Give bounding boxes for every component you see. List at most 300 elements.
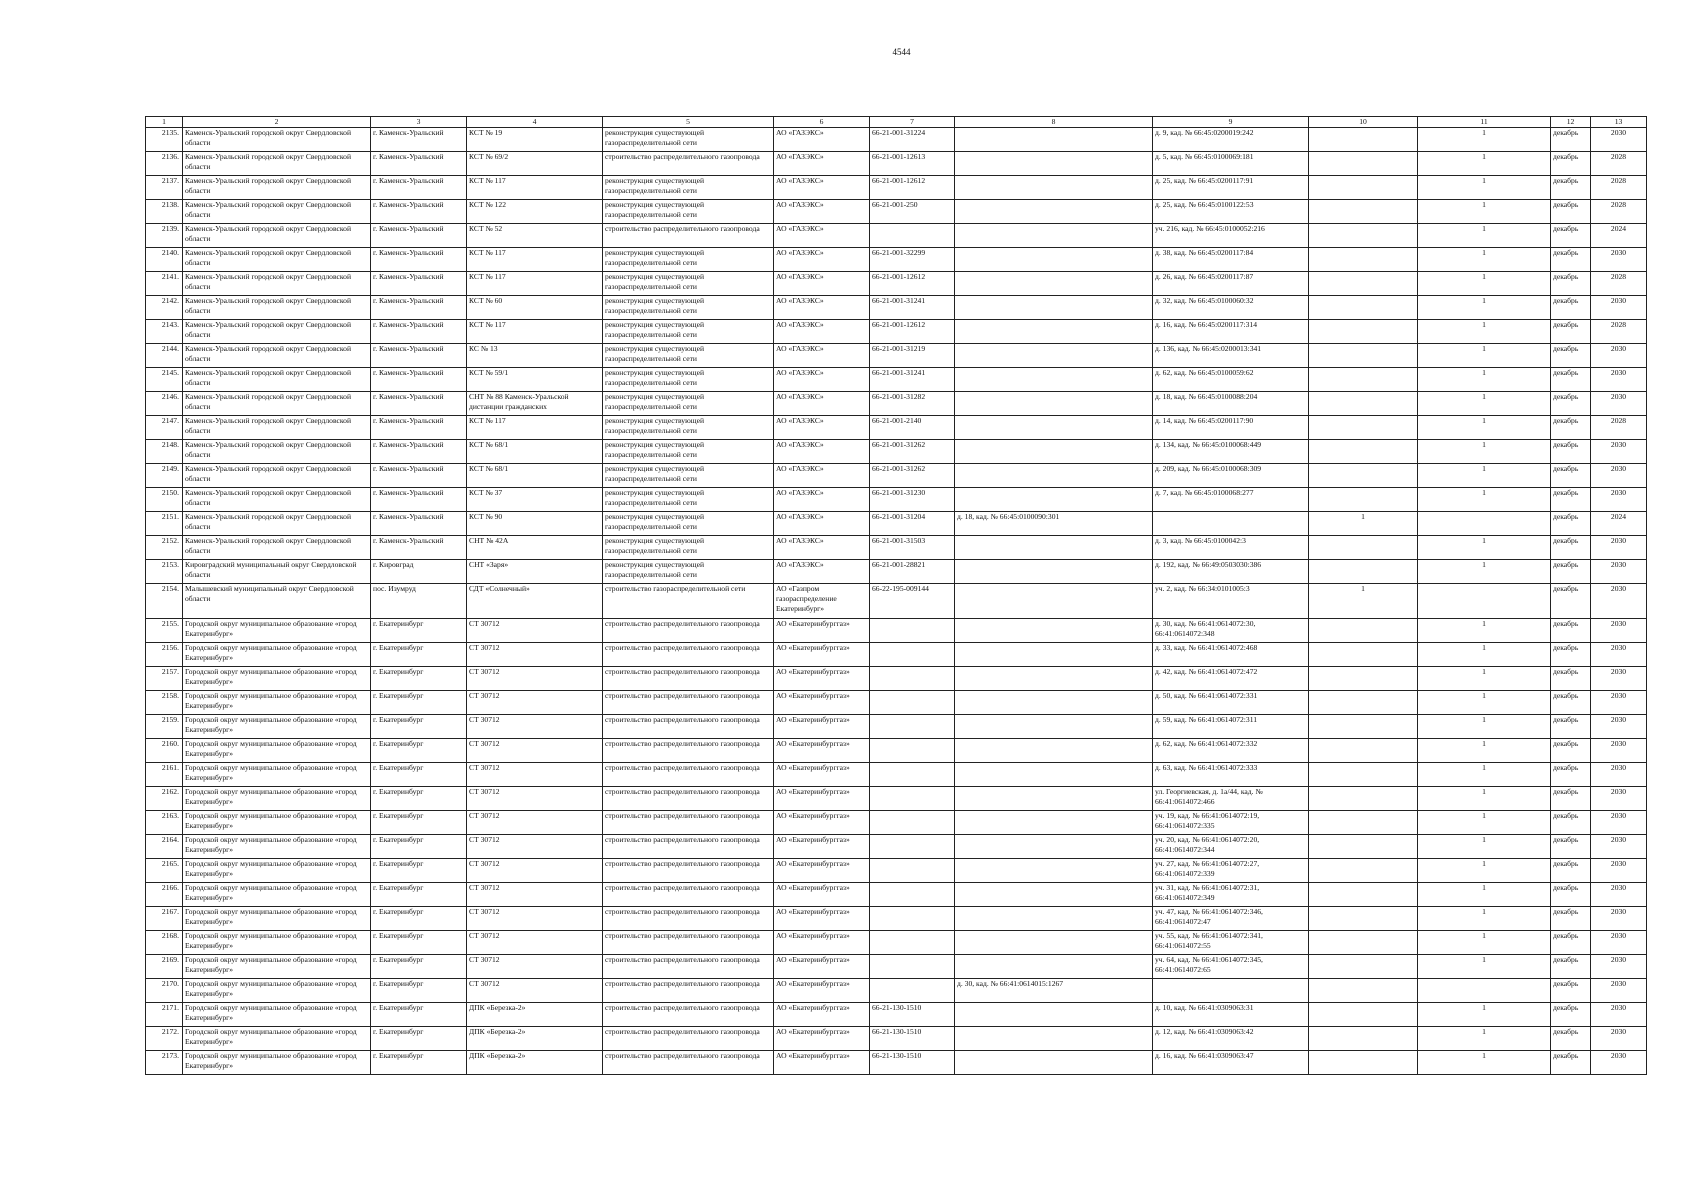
table-cell-col-5: строительство распределительного газопровода: [603, 1051, 774, 1075]
table-row: [146, 488, 1647, 512]
table-cell-col-6: АО «ГАЗЭКС»: [774, 176, 870, 200]
table-cell-col-7: 66-21-001-31262: [870, 440, 955, 464]
table-cell-col-13: 2030: [1591, 1027, 1647, 1051]
table-cell-col-8: [955, 368, 1153, 392]
table-cell-col-1: 2153.: [146, 560, 183, 584]
table-cell-col-2: Городской округ муниципальное образование «город Екатеринбург»: [183, 739, 371, 763]
table-cell-col-10: [1309, 536, 1418, 560]
table-cell-col-12: декабрь: [1551, 200, 1591, 224]
table-row: [146, 512, 1647, 536]
table-cell-col-3: пос. Изумруд: [371, 584, 467, 619]
table-cell-col-3: г. Каменск-Уральский: [371, 464, 467, 488]
table-cell-col-8: [955, 643, 1153, 667]
table-cell-col-8: [955, 296, 1153, 320]
table-cell-col-8: [955, 859, 1153, 883]
table-cell-col-1: 2166.: [146, 883, 183, 907]
table-cell-col-8: [955, 883, 1153, 907]
table-cell-col-9: д. 16, кад. № 66:45:0200117:314: [1153, 320, 1309, 344]
table-cell-col-1: 2136.: [146, 152, 183, 176]
table-cell-col-10: [1309, 440, 1418, 464]
column-header-13: 13: [1591, 117, 1647, 128]
table-cell-col-7: [870, 931, 955, 955]
table-cell-col-12: декабрь: [1551, 931, 1591, 955]
table-cell-col-9: д. 38, кад. № 66:45:0200117:84: [1153, 248, 1309, 272]
table-row: [146, 128, 1647, 152]
table-cell-col-4: СТ 30712: [467, 691, 603, 715]
table-cell-col-1: 2165.: [146, 859, 183, 883]
table-cell-col-8: [955, 128, 1153, 152]
table-cell-col-5: реконструкция существующей газораспределительной сети: [603, 248, 774, 272]
table-cell-col-4: СТ 30712: [467, 787, 603, 811]
table-cell-col-2: Каменск-Уральский городской округ Свердловской области: [183, 392, 371, 416]
table-cell-col-7: 66-21-001-31241: [870, 368, 955, 392]
table-cell-col-6: АО «ГАЗЭКС»: [774, 440, 870, 464]
table-cell-col-6: АО «Екатеринбурггаз»: [774, 979, 870, 1003]
table-cell-col-9: д. 192, кад. № 66:49:0503030:386: [1153, 560, 1309, 584]
table-cell-col-10: [1309, 392, 1418, 416]
table-cell-col-6: АО «ГАЗЭКС»: [774, 512, 870, 536]
table-cell-col-1: 2173.: [146, 1051, 183, 1075]
table-cell-col-9: уч. 19, кад. № 66:41:0614072:19, 66:41:0614072:335: [1153, 811, 1309, 835]
table-cell-col-3: г. Каменск-Уральский: [371, 536, 467, 560]
table-cell-col-9: уч. 216, кад. № 66:45:0100052:216: [1153, 224, 1309, 248]
table-cell-col-8: [955, 584, 1153, 619]
column-header-5: 5: [603, 117, 774, 128]
table-cell-col-11: 1: [1418, 272, 1551, 296]
table-cell-col-11: 1: [1418, 907, 1551, 931]
table-cell-col-6: АО «Екатеринбурггаз»: [774, 811, 870, 835]
table-cell-col-12: декабрь: [1551, 811, 1591, 835]
table-cell-col-11: [1418, 512, 1551, 536]
table-cell-col-1: 2151.: [146, 512, 183, 536]
table-cell-col-3: г. Екатеринбург: [371, 1051, 467, 1075]
table-cell-col-9: д. 10, кад. № 66:41:0309063:31: [1153, 1003, 1309, 1027]
table-cell-col-6: АО «Екатеринбурггаз»: [774, 859, 870, 883]
table-cell-col-2: Городской округ муниципальное образование «город Екатеринбург»: [183, 931, 371, 955]
table-row: [146, 763, 1647, 787]
table-cell-col-5: реконструкция существующей газораспределительной сети: [603, 128, 774, 152]
table-cell-col-8: [955, 464, 1153, 488]
table-cell-col-2: Каменск-Уральский городской округ Свердловской области: [183, 344, 371, 368]
table-cell-col-12: декабрь: [1551, 667, 1591, 691]
table-cell-col-10: [1309, 128, 1418, 152]
table-cell-col-6: АО «Екатеринбурггаз»: [774, 1051, 870, 1075]
table-cell-col-5: реконструкция существующей газораспределительной сети: [603, 200, 774, 224]
table-cell-col-8: [955, 1027, 1153, 1051]
table-cell-col-2: Каменск-Уральский городской округ Свердловской области: [183, 488, 371, 512]
column-header-9: 9: [1153, 117, 1309, 128]
table-cell-col-3: г. Каменск-Уральский: [371, 296, 467, 320]
table-cell-col-12: декабрь: [1551, 224, 1591, 248]
table-row: [146, 320, 1647, 344]
table-row: [146, 859, 1647, 883]
table-cell-col-9: уч. 2, кад. № 66:34:0101005:3: [1153, 584, 1309, 619]
table-cell-col-6: АО «Екатеринбурггаз»: [774, 643, 870, 667]
table-cell-col-6: АО «Екатеринбурггаз»: [774, 1003, 870, 1027]
table-cell-col-6: АО «Екатеринбурггаз»: [774, 835, 870, 859]
table-cell-col-3: г. Каменск-Уральский: [371, 512, 467, 536]
table-cell-col-7: 66-21-001-31282: [870, 392, 955, 416]
table-cell-col-10: [1309, 416, 1418, 440]
table-cell-col-11: 1: [1418, 416, 1551, 440]
table-cell-col-1: 2140.: [146, 248, 183, 272]
table-cell-col-8: [955, 1003, 1153, 1027]
table-cell-col-5: строительство распределительного газопровода: [603, 787, 774, 811]
table-cell-col-12: декабрь: [1551, 1003, 1591, 1027]
table-cell-col-8: [955, 739, 1153, 763]
table-cell-col-3: г. Екатеринбург: [371, 643, 467, 667]
table-cell-col-2: Городской округ муниципальное образование «город Екатеринбург»: [183, 667, 371, 691]
table-cell-col-1: 2161.: [146, 763, 183, 787]
table-cell-col-13: 2030: [1591, 368, 1647, 392]
table-cell-col-10: 1: [1309, 512, 1418, 536]
table-cell-col-3: г. Екатеринбург: [371, 955, 467, 979]
column-header-11: 11: [1418, 117, 1551, 128]
table-cell-col-10: [1309, 464, 1418, 488]
table-cell-col-5: реконструкция существующей газораспределительной сети: [603, 560, 774, 584]
table-row: [146, 536, 1647, 560]
table-cell-col-11: 1: [1418, 739, 1551, 763]
table-cell-col-4: СТ 30712: [467, 811, 603, 835]
table-cell-col-7: [870, 907, 955, 931]
table-cell-col-7: 66-21-001-32299: [870, 248, 955, 272]
table-cell-col-11: 1: [1418, 715, 1551, 739]
table-cell-col-3: г. Каменск-Уральский: [371, 440, 467, 464]
table-cell-col-10: [1309, 883, 1418, 907]
page-number: 4544: [892, 47, 911, 57]
table-cell-col-9: д. 5, кад. № 66:45:0100069:181: [1153, 152, 1309, 176]
table-cell-col-12: декабрь: [1551, 979, 1591, 1003]
table-cell-col-6: АО «ГАЗЭКС»: [774, 536, 870, 560]
table-cell-col-2: Городской округ муниципальное образование «город Екатеринбург»: [183, 859, 371, 883]
table-cell-col-9: д. 12, кад. № 66:41:0309063:42: [1153, 1027, 1309, 1051]
table-cell-col-3: г. Каменск-Уральский: [371, 152, 467, 176]
table-cell-col-11: 1: [1418, 392, 1551, 416]
table-cell-col-5: строительство распределительного газопровода: [603, 667, 774, 691]
table-row: [146, 296, 1647, 320]
table-cell-col-6: АО «Екатеринбурггаз»: [774, 715, 870, 739]
table-cell-col-1: 2156.: [146, 643, 183, 667]
table-cell-col-7: 66-21-001-31503: [870, 536, 955, 560]
table-cell-col-2: Городской округ муниципальное образование «город Екатеринбург»: [183, 1027, 371, 1051]
table-cell-col-4: ДПК «Березка-2»: [467, 1051, 603, 1075]
table-row: [146, 176, 1647, 200]
table-cell-col-13: 2030: [1591, 811, 1647, 835]
table-cell-col-9: д. 209, кад. № 66:45:0100068:309: [1153, 464, 1309, 488]
table-cell-col-4: КСТ № 122: [467, 200, 603, 224]
table-cell-col-11: 1: [1418, 152, 1551, 176]
table-cell-col-8: [955, 667, 1153, 691]
table-cell-col-2: Городской округ муниципальное образование «город Екатеринбург»: [183, 1051, 371, 1075]
table-cell-col-4: СТ 30712: [467, 643, 603, 667]
table-cell-col-6: АО «Екатеринбурггаз»: [774, 763, 870, 787]
table-cell-col-2: Каменск-Уральский городской округ Свердловской области: [183, 440, 371, 464]
table-cell-col-3: г. Екатеринбург: [371, 883, 467, 907]
table-cell-col-4: СДТ «Солнечный»: [467, 584, 603, 619]
table-cell-col-6: АО «Екатеринбурггаз»: [774, 907, 870, 931]
table-row: [146, 739, 1647, 763]
table-cell-col-12: декабрь: [1551, 691, 1591, 715]
table-cell-col-3: г. Кировград: [371, 560, 467, 584]
table-cell-col-8: [955, 392, 1153, 416]
table-cell-col-10: [1309, 667, 1418, 691]
table-row: [146, 392, 1647, 416]
table-cell-col-5: строительство распределительного газопровода: [603, 907, 774, 931]
table-cell-col-8: [955, 931, 1153, 955]
table-cell-col-1: 2171.: [146, 1003, 183, 1027]
table-cell-col-11: 1: [1418, 536, 1551, 560]
table-cell-col-6: АО «Газпром газораспределение Екатеринбург»: [774, 584, 870, 619]
table-row: [146, 979, 1647, 1003]
table-cell-col-7: 66-21-001-31241: [870, 296, 955, 320]
table-cell-col-12: декабрь: [1551, 643, 1591, 667]
table-cell-col-1: 2164.: [146, 835, 183, 859]
table-cell-col-13: 2030: [1591, 907, 1647, 931]
table-cell-col-2: Кировградский муниципальный округ Свердловской области: [183, 560, 371, 584]
table-cell-col-7: [870, 979, 955, 1003]
table-cell-col-2: Каменск-Уральский городской округ Свердловской области: [183, 200, 371, 224]
table-cell-col-9: д. 62, кад. № 66:41:0614072:332: [1153, 739, 1309, 763]
table-cell-col-3: г. Каменск-Уральский: [371, 128, 467, 152]
table-cell-col-10: [1309, 691, 1418, 715]
column-header-7: 7: [870, 117, 955, 128]
table-cell-col-5: реконструкция существующей газораспределительной сети: [603, 512, 774, 536]
table-cell-col-5: реконструкция существующей газораспределительной сети: [603, 296, 774, 320]
table-row: [146, 667, 1647, 691]
table-cell-col-13: 2024: [1591, 512, 1647, 536]
table-cell-col-13: 2030: [1591, 883, 1647, 907]
table-cell-col-2: Городской округ муниципальное образование «город Екатеринбург»: [183, 883, 371, 907]
table-cell-col-8: [955, 691, 1153, 715]
table-cell-col-10: [1309, 272, 1418, 296]
table-cell-col-13: 2030: [1591, 440, 1647, 464]
table-cell-col-1: 2148.: [146, 440, 183, 464]
table-cell-col-12: декабрь: [1551, 1027, 1591, 1051]
table-cell-col-10: [1309, 248, 1418, 272]
table-cell-col-1: 2154.: [146, 584, 183, 619]
table-cell-col-4: КСТ № 68/1: [467, 440, 603, 464]
table-cell-col-10: 1: [1309, 584, 1418, 619]
table-cell-col-4: СТ 30712: [467, 859, 603, 883]
table-cell-col-1: 2163.: [146, 811, 183, 835]
table-cell-col-6: АО «Екатеринбурггаз»: [774, 739, 870, 763]
table-cell-col-3: г. Каменск-Уральский: [371, 248, 467, 272]
table-cell-col-4: КСТ № 117: [467, 248, 603, 272]
table-cell-col-9: д. 30, кад. № 66:41:0614072:30, 66:41:0614072:348: [1153, 619, 1309, 643]
table-cell-col-3: г. Каменск-Уральский: [371, 272, 467, 296]
column-header-12: 12: [1551, 117, 1591, 128]
table-cell-col-10: [1309, 643, 1418, 667]
table-cell-col-4: СНТ № 88 Каменск-Уральской дистанции гражданских: [467, 392, 603, 416]
table-cell-col-5: строительство распределительного газопровода: [603, 955, 774, 979]
table-cell-col-5: реконструкция существующей газораспределительной сети: [603, 536, 774, 560]
table-cell-col-1: 2152.: [146, 536, 183, 560]
table-cell-col-11: 1: [1418, 560, 1551, 584]
table-cell-col-9: уч. 20, кад. № 66:41:0614072:20, 66:41:0614072:344: [1153, 835, 1309, 859]
table-cell-col-11: 1: [1418, 464, 1551, 488]
table-cell-col-2: Городской округ муниципальное образование «город Екатеринбург»: [183, 955, 371, 979]
table-cell-col-8: [955, 560, 1153, 584]
table-cell-col-1: 2150.: [146, 488, 183, 512]
table-cell-col-5: реконструкция существующей газораспределительной сети: [603, 392, 774, 416]
table-cell-col-11: 1: [1418, 488, 1551, 512]
table-cell-col-11: 1: [1418, 691, 1551, 715]
table-cell-col-2: Каменск-Уральский городской округ Свердловской области: [183, 176, 371, 200]
table-cell-col-3: г. Екатеринбург: [371, 619, 467, 643]
table-cell-col-7: [870, 883, 955, 907]
table-cell-col-12: декабрь: [1551, 715, 1591, 739]
table-row: [146, 248, 1647, 272]
table-cell-col-4: КСТ № 60: [467, 296, 603, 320]
table-cell-col-13: 2030: [1591, 296, 1647, 320]
table-row: [146, 691, 1647, 715]
table-cell-col-10: [1309, 296, 1418, 320]
table-cell-col-13: 2028: [1591, 152, 1647, 176]
registry-table-container: [145, 116, 1646, 1075]
table-cell-col-5: реконструкция существующей газораспределительной сети: [603, 272, 774, 296]
table-cell-col-6: АО «Екатеринбурггаз»: [774, 787, 870, 811]
table-cell-col-10: [1309, 763, 1418, 787]
table-cell-col-13: 2030: [1591, 344, 1647, 368]
table-cell-col-5: строительство распределительного газопровода: [603, 619, 774, 643]
table-cell-col-7: 66-21-001-31230: [870, 488, 955, 512]
table-cell-col-9: д. 25, кад. № 66:45:0100122:53: [1153, 200, 1309, 224]
table-cell-col-7: [870, 715, 955, 739]
table-cell-col-11: [1418, 979, 1551, 1003]
table-row: [146, 643, 1647, 667]
table-cell-col-3: г. Екатеринбург: [371, 859, 467, 883]
table-cell-col-10: [1309, 344, 1418, 368]
table-cell-col-3: г. Екатеринбург: [371, 739, 467, 763]
table-cell-col-3: г. Екатеринбург: [371, 667, 467, 691]
table-cell-col-9: уч. 55, кад. № 66:41:0614072:341, 66:41:0614072:55: [1153, 931, 1309, 955]
table-cell-col-9: уч. 47, кад. № 66:41:0614072:346, 66:41:0614072:47: [1153, 907, 1309, 931]
table-cell-col-6: АО «ГАЗЭКС»: [774, 368, 870, 392]
table-cell-col-9: д. 25, кад. № 66:45:0200117:91: [1153, 176, 1309, 200]
table-cell-col-12: декабрь: [1551, 883, 1591, 907]
table-cell-col-3: г. Екатеринбург: [371, 931, 467, 955]
table-cell-col-1: 2158.: [146, 691, 183, 715]
table-cell-col-12: декабрь: [1551, 440, 1591, 464]
table-cell-col-7: 66-21-001-12612: [870, 320, 955, 344]
table-cell-col-12: декабрь: [1551, 512, 1591, 536]
table-cell-col-3: г. Екатеринбург: [371, 715, 467, 739]
table-cell-col-3: г. Екатеринбург: [371, 1003, 467, 1027]
table-cell-col-2: Городской округ муниципальное образование «город Екатеринбург»: [183, 787, 371, 811]
table-cell-col-13: 2030: [1591, 859, 1647, 883]
table-cell-col-11: 1: [1418, 787, 1551, 811]
table-row: [146, 1051, 1647, 1075]
table-cell-col-13: 2030: [1591, 667, 1647, 691]
table-cell-col-13: 2030: [1591, 488, 1647, 512]
table-cell-col-8: д. 30, кад. № 66:41:0614015:1267: [955, 979, 1153, 1003]
table-cell-col-2: Городской округ муниципальное образование «город Екатеринбург»: [183, 811, 371, 835]
table-cell-col-11: 1: [1418, 1027, 1551, 1051]
table-cell-col-3: г. Екатеринбург: [371, 787, 467, 811]
table-row: [146, 955, 1647, 979]
table-cell-col-2: Городской округ муниципальное образование «город Екатеринбург»: [183, 691, 371, 715]
table-cell-col-6: АО «ГАЗЭКС»: [774, 224, 870, 248]
table-cell-col-2: Городской округ муниципальное образование «город Екатеринбург»: [183, 835, 371, 859]
table-cell-col-11: 1: [1418, 200, 1551, 224]
table-row: [146, 152, 1647, 176]
table-cell-col-4: СТ 30712: [467, 667, 603, 691]
table-cell-col-8: [955, 416, 1153, 440]
table-cell-col-2: Городской округ муниципальное образование «город Екатеринбург»: [183, 1003, 371, 1027]
table-cell-col-7: 66-21-001-12612: [870, 176, 955, 200]
table-cell-col-5: строительство распределительного газопровода: [603, 152, 774, 176]
table-cell-col-4: КСТ № 69/2: [467, 152, 603, 176]
table-cell-col-13: 2028: [1591, 416, 1647, 440]
table-cell-col-10: [1309, 811, 1418, 835]
table-cell-col-12: декабрь: [1551, 835, 1591, 859]
table-cell-col-5: строительство распределительного газопровода: [603, 931, 774, 955]
table-cell-col-1: 2142.: [146, 296, 183, 320]
table-cell-col-8: [955, 248, 1153, 272]
table-cell-col-7: [870, 955, 955, 979]
table-cell-col-6: АО «ГАЗЭКС»: [774, 560, 870, 584]
table-cell-col-13: 2030: [1591, 643, 1647, 667]
table-cell-col-4: КСТ № 52: [467, 224, 603, 248]
table-cell-col-4: ДПК «Березка-2»: [467, 1003, 603, 1027]
table-cell-col-3: г. Екатеринбург: [371, 691, 467, 715]
table-cell-col-13: 2030: [1591, 464, 1647, 488]
table-cell-col-4: КСТ № 90: [467, 512, 603, 536]
table-row: [146, 224, 1647, 248]
column-header-8: 8: [955, 117, 1153, 128]
table-cell-col-8: [955, 440, 1153, 464]
table-cell-col-13: 2030: [1591, 739, 1647, 763]
table-cell-col-13: 2028: [1591, 272, 1647, 296]
column-header-1: 1: [146, 117, 183, 128]
table-cell-col-13: 2030: [1591, 1003, 1647, 1027]
table-row: [146, 560, 1647, 584]
table-cell-col-8: [955, 536, 1153, 560]
table-cell-col-8: [955, 152, 1153, 176]
table-cell-col-12: декабрь: [1551, 248, 1591, 272]
table-cell-col-7: [870, 739, 955, 763]
table-cell-col-11: 1: [1418, 811, 1551, 835]
table-cell-col-3: г. Каменск-Уральский: [371, 416, 467, 440]
table-cell-col-12: декабрь: [1551, 560, 1591, 584]
table-cell-col-6: АО «Екатеринбурггаз»: [774, 955, 870, 979]
table-row: [146, 1003, 1647, 1027]
table-cell-col-10: [1309, 619, 1418, 643]
table-cell-col-5: строительство распределительного газопровода: [603, 643, 774, 667]
table-cell-col-7: 66-21-001-31224: [870, 128, 955, 152]
column-header-6: 6: [774, 117, 870, 128]
table-cell-col-2: Каменск-Уральский городской округ Свердловской области: [183, 128, 371, 152]
table-cell-col-5: строительство распределительного газопровода: [603, 1003, 774, 1027]
table-cell-col-7: 66-21-001-250: [870, 200, 955, 224]
table-cell-col-6: АО «ГАЗЭКС»: [774, 416, 870, 440]
column-header-3: 3: [371, 117, 467, 128]
table-cell-col-13: 2030: [1591, 835, 1647, 859]
table-cell-col-7: 66-21-001-12613: [870, 152, 955, 176]
table-cell-col-3: г. Екатеринбург: [371, 835, 467, 859]
table-cell-col-10: [1309, 176, 1418, 200]
table-cell-col-12: декабрь: [1551, 536, 1591, 560]
table-cell-col-10: [1309, 979, 1418, 1003]
table-cell-col-1: 2144.: [146, 344, 183, 368]
table-cell-col-13: 2024: [1591, 224, 1647, 248]
table-cell-col-5: реконструкция существующей газораспределительной сети: [603, 464, 774, 488]
table-cell-col-8: [955, 619, 1153, 643]
table-cell-col-11: 1: [1418, 368, 1551, 392]
table-cell-col-10: [1309, 152, 1418, 176]
table-cell-col-2: Каменск-Уральский городской округ Свердловской области: [183, 320, 371, 344]
table-cell-col-8: [955, 955, 1153, 979]
